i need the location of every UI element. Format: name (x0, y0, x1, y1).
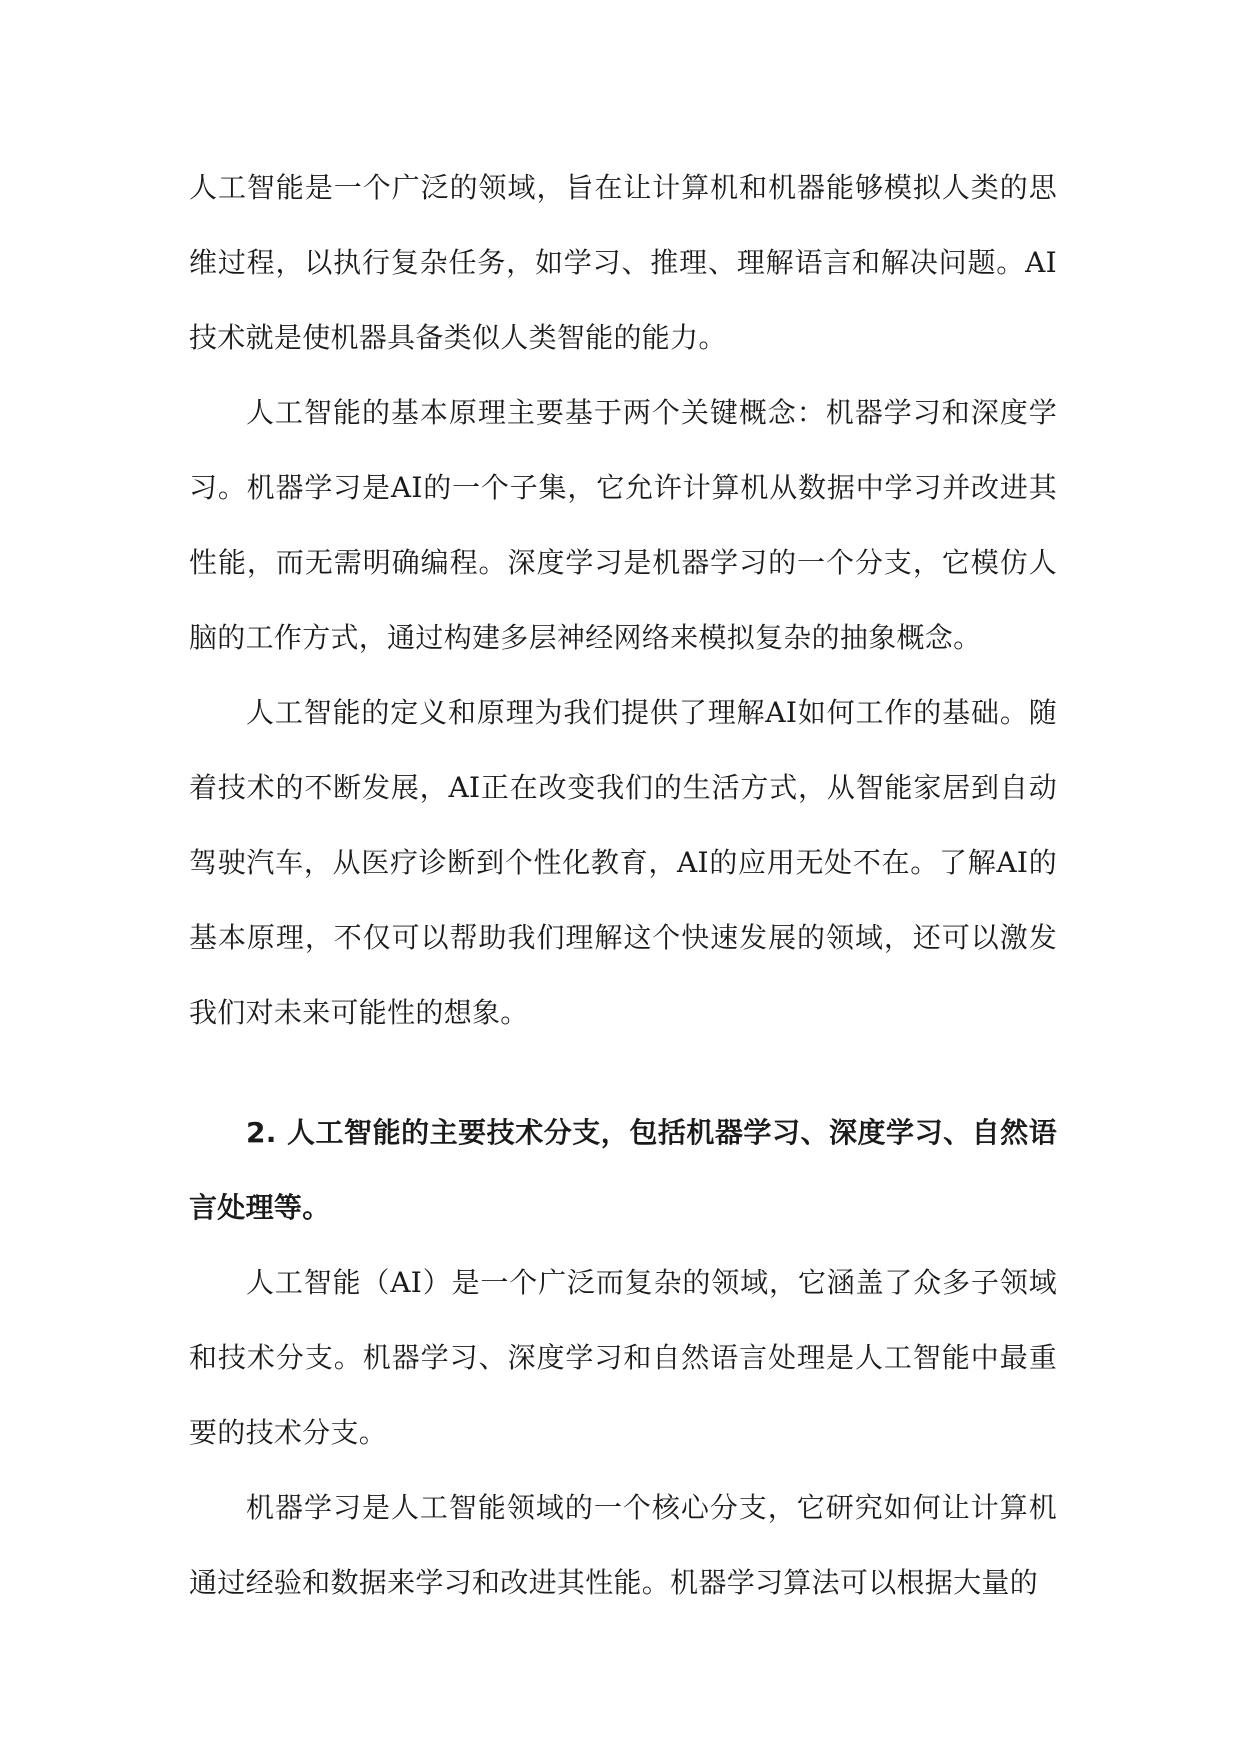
paragraph-machine-learning: 机器学习是人工智能领域的一个核心分支，它研究如何让计算机通过经验和数据来学习和改进其性能。机器学习算法可以根据大量的 (189, 1491, 1057, 1599)
paragraph-ai-branches-intro: 人工智能（AI）是一个广泛而复杂的领域，它涵盖了众多子领域和技术分支。机器学习、深度学习和自然语言处理是人工智能中最重要的技术分支。 (189, 1266, 1057, 1449)
section-heading-tech-branches: 2. 人工智能的主要技术分支，包括机器学习、深度学习、自然语言处理等。 (189, 1116, 1057, 1224)
paragraph-ai-principles: 人工智能的基本原理主要基于两个关键概念：机器学习和深度学习。机器学习是AI的一个子集，它允许计算机从数据中学习并改进其性能，而无需明确编程。深度学习是机器学习的一个分支，它模仿人脑的工作方式，通过构建多层神经网络来模拟复杂的抽象概念。 (189, 396, 1057, 654)
paragraph-ai-applications: 人工智能的定义和原理为我们提供了理解AI如何工作的基础。随着技术的不断发展，AI正在改变我们的生活方式，从智能家居到自动驾驶汽车，从医疗诊断到个性化教育，AI的应用无处不在。了解AI的基本原理，不仅可以帮助我们理解这个快速发展的领域，还可以激发我们对未来可能性的想象。 (189, 696, 1057, 1029)
document-page (189, 150, 1057, 1620)
paragraph-ai-definition: 人工智能是一个广泛的领域，旨在让计算机和机器能够模拟人类的思维过程，以执行复杂任务，如学习、推理、理解语言和解决问题。AI技术就是使机器具备类似人类智能的能力。 (189, 171, 1057, 354)
